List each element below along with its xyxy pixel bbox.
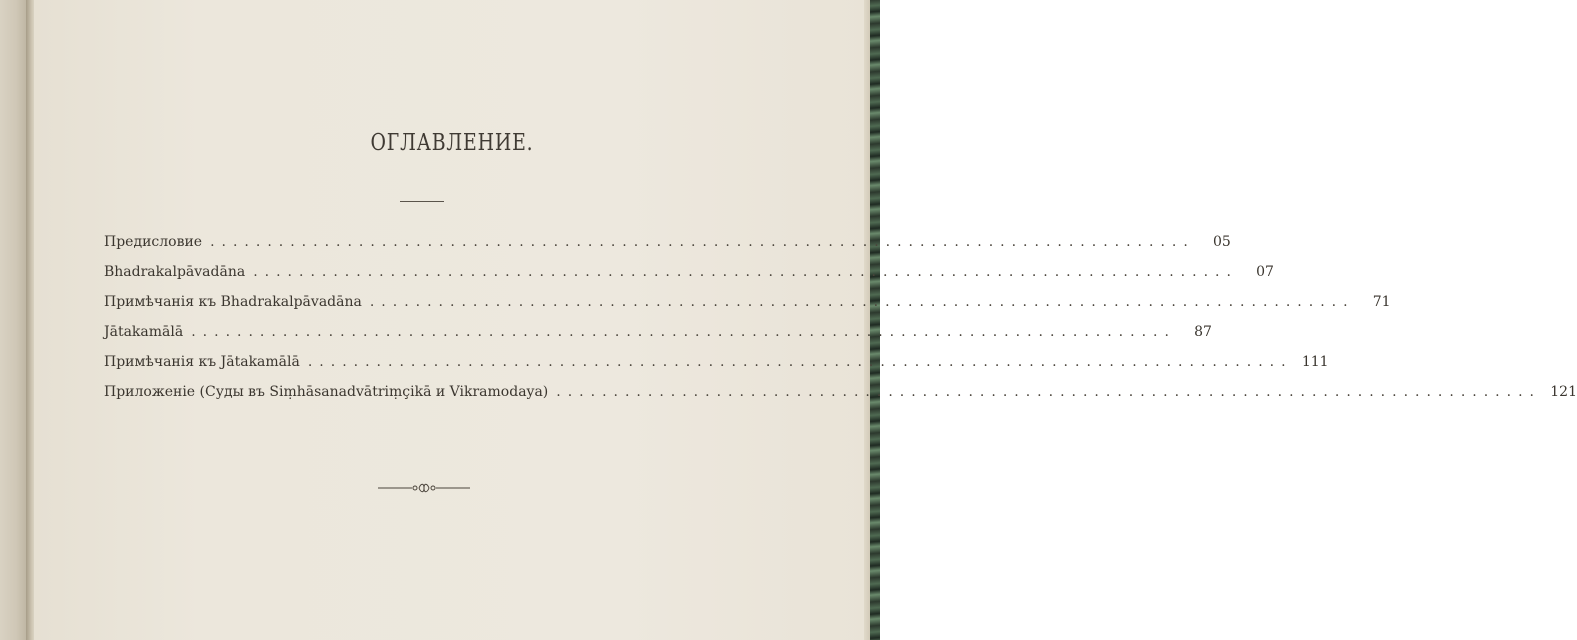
dot-leader: ...................................................................................... xyxy=(369,294,1355,310)
end-ornament-icon xyxy=(378,480,470,496)
toc-entry-page: 05 xyxy=(1212,234,1231,250)
dot-leader: ...................................................................................... xyxy=(556,384,1541,400)
toc-entry xyxy=(104,264,1274,294)
dot-leader: ...................................................................................... xyxy=(191,324,1176,340)
toc-entry-title: Примѣчанія къ Bhadrakalpāvadāna xyxy=(104,294,362,310)
toc-entry-title: Приложеніе (Суды въ Siṃhāsanadvātriṃçikā и Vikramodaya) xyxy=(104,384,549,400)
marbled-cover-board xyxy=(870,0,880,640)
toc-entry-page: 111 xyxy=(1301,354,1329,370)
toc-entry-page: 07 xyxy=(1256,264,1274,280)
toc-entry-page: 87 xyxy=(1194,324,1212,340)
toc-entry xyxy=(104,234,1231,264)
toc-entry-page: 121 xyxy=(1550,384,1577,400)
toc-entry-page: 71 xyxy=(1372,294,1391,310)
toc-entry xyxy=(104,384,1577,414)
toc-entry xyxy=(104,324,1212,354)
dot-leader: ...................................................................................... xyxy=(307,354,1293,370)
toc-entry-title: Примѣчанія къ Jātakamālā xyxy=(104,354,300,370)
toc-entry xyxy=(104,354,1329,384)
table-of-contents xyxy=(104,234,1577,414)
toc-entry-title: Jātakamālā xyxy=(104,324,184,340)
toc-entry-title: Bhadrakalpāvadāna xyxy=(104,264,246,280)
dot-leader: ...................................................................................... xyxy=(210,234,1195,250)
title-rule-divider xyxy=(400,201,444,202)
background-margin xyxy=(880,0,900,640)
page-title: ОГЛАВЛЕНИЕ. xyxy=(370,130,534,156)
toc-entry xyxy=(104,294,1391,324)
toc-entry-title: Предисловие xyxy=(104,234,203,250)
dot-leader: ...................................................................................... xyxy=(253,264,1238,280)
